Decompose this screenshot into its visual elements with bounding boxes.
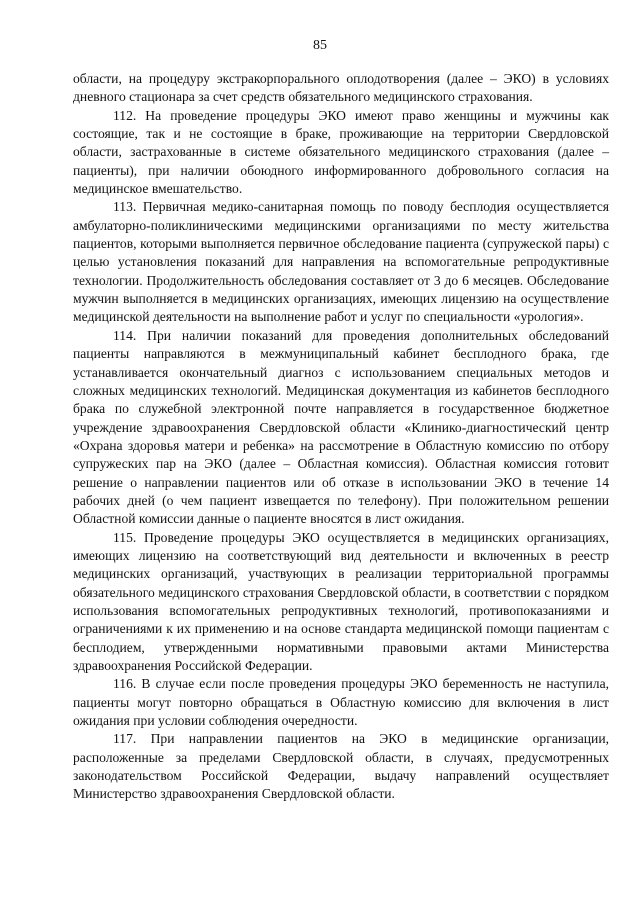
paragraph-114: 114. При наличии показаний для проведения дополнительных обследований пациенты направляются в межмуниципальный кабинет бесплодного брака, где устанавливается окончательный диагноз с использованием специальных методов и сложных медицинских технологий. Медицинская документация из кабинетов бесплодного брака по служебной электронной почте направляется в государственное бюджетное учреждение здравоохранения Свердловской области «Клинико-диагностический центр «Охрана здоровья матери и ребенка» на рассмотрение в Областную комиссию по отбору супружеских пар на ЭКО (далее – Областная комиссия). Областная комиссия готовит решение о направлении пациентов или об отказе в использовании ЭКО в течение 14 рабочих дней (о чем пациент извещается по телефону). При положительном решении Областной комиссии данные о пациенте вносятся в лист ожидания. bbox=[73, 327, 609, 527]
body-text bbox=[73, 70, 609, 804]
paragraph-115: 115. Проведение процедуры ЭКО осуществляется в медицинских организациях, имеющих лицензию на соответствующий вид деятельности и включенных в реестр медицинских организаций, участвующих в реализации территориальной программы обязательного медицинского страхования Свердловской области, в соответствии с порядком использования вспомогательных репродуктивных технологий, противопоказаниями и ограничениями к их применению и на основе стандарта медицинской помощи пациентам с бесплодием, утвержденными нормативными правовыми актами Министерства здравоохранения Российской Федерации. bbox=[73, 529, 609, 673]
paragraph-116: 116. В случае если после проведения процедуры ЭКО беременность не наступила, пациенты могут повторно обращаться в Областную комиссию для включения в лист ожидания при условии соблюдения очередности. bbox=[73, 676, 609, 729]
paragraph-117: 117. При направлении пациентов на ЭКО в медицинские организации, расположенные за пределами Свердловской области, в случаях, предусмотренных законодательством Российской Федерации, выдачу направлений осуществляет Министерство здравоохранения Свердловской области. bbox=[73, 731, 609, 802]
paragraph-113: 113. Первичная медико-санитарная помощь по поводу бесплодия осуществляется амбулаторно-поликлиническими медицинскими организациями по месту жительства пациентов, которыми выполняется первичное обследование пациента (супружеской пары) с целью установления показаний для направления на вспомогательные репродуктивные технологии. Продолжительность обследования составляет от 3 до 6 месяцев. Обследование мужчин выполняется в медицинских организациях, имеющих лицензию на осуществление медицинской деятельности на выполнение работ и услуг по специальности «урология». bbox=[73, 199, 609, 325]
paragraph-continuation: области, на процедуру экстракорпорального оплодотворения (далее – ЭКО) в условиях дневного стационара за счет средств обязательного медицинского страхования. bbox=[73, 71, 609, 105]
page-number: 85 bbox=[313, 38, 327, 53]
paragraph-112: 112. На проведение процедуры ЭКО имеют право женщины и мужчины как состоящие, так и не состоящие в браке, проживающие на территории Свердловской области, застрахованные в системе обязательного медицинского страхования (далее – пациенты), при наличии обоюдного информированного добровольного согласия на медицинское вмешательство. bbox=[73, 107, 609, 197]
